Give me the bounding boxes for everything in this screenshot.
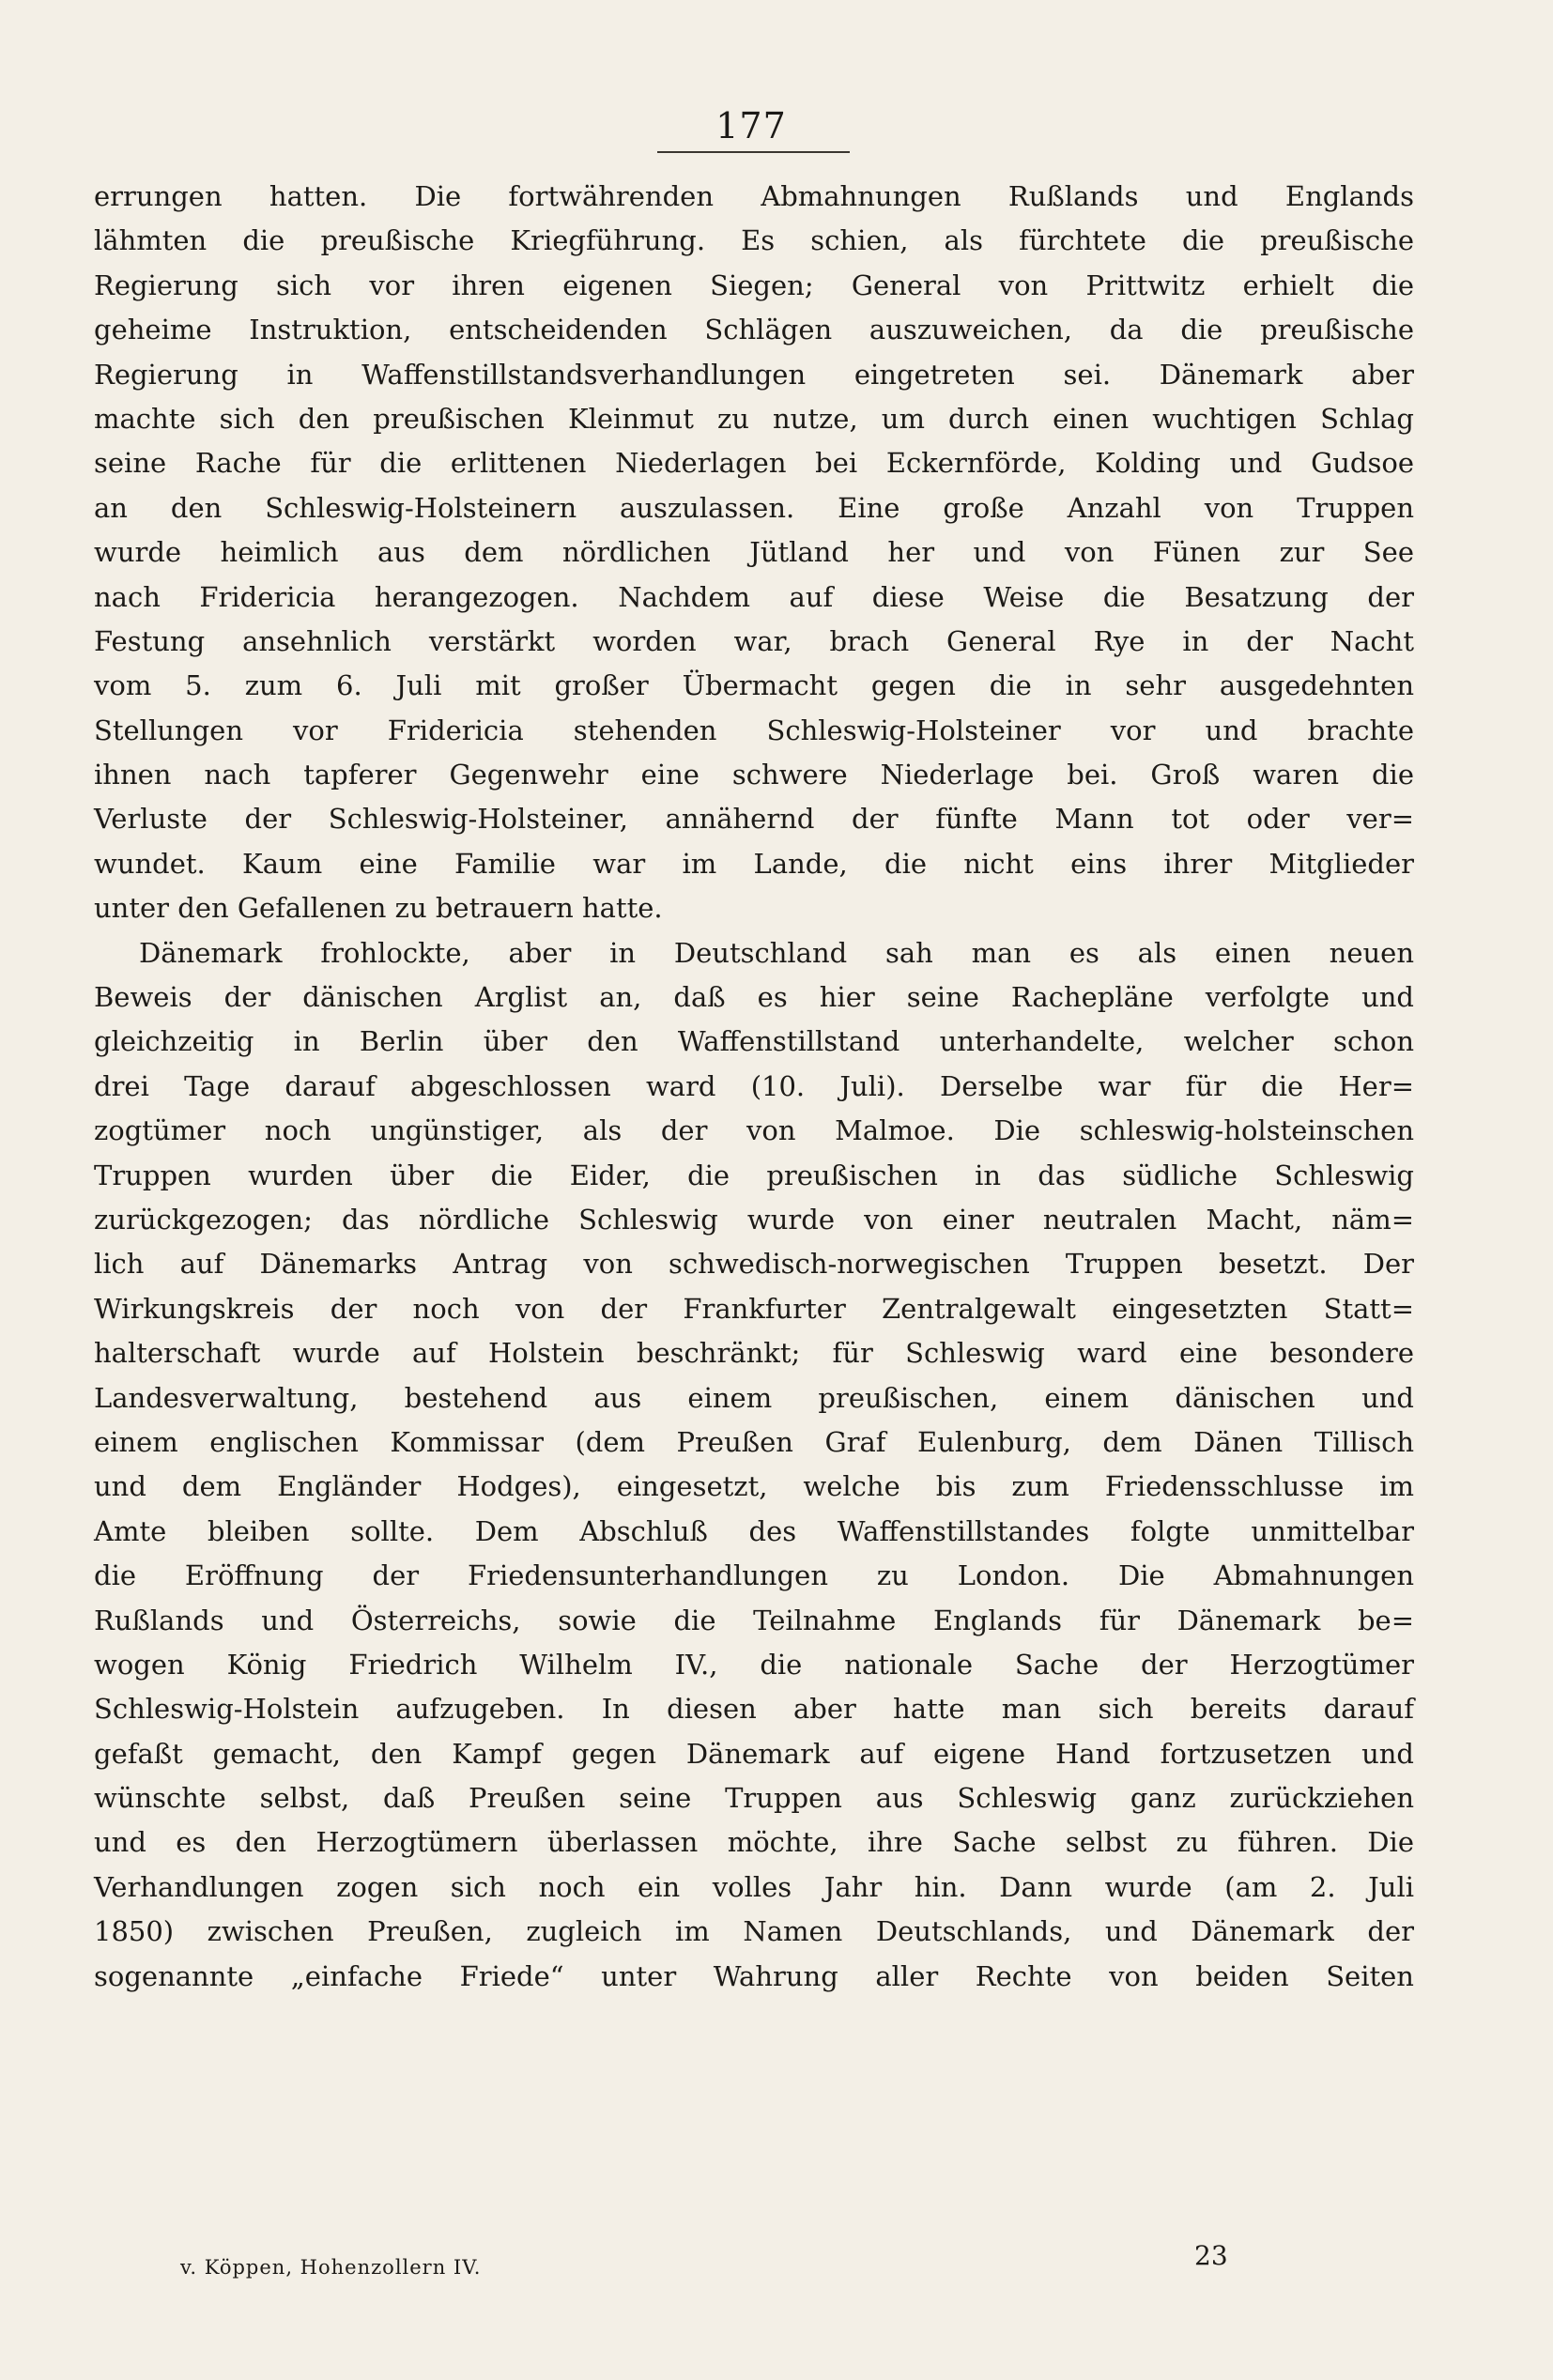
text-line: wurde heimlich aus dem nördlichen Jütland her und von Fünen zur See xyxy=(94,536,1414,569)
text-line: Wirkungskreis der noch von der Frankfurter Zentralgewalt eingesetzten Statt= xyxy=(94,1292,1414,1325)
text-line: und dem Engländer Hodges), eingesetzt, welche bis zum Friedensschlusse im xyxy=(94,1470,1414,1503)
text-line: Beweis der dänischen Arglist an, daß es hier seine Rachepläne verfolgte und xyxy=(94,981,1414,1014)
text-line: errungen hatten. Die fortwährenden Abmahnungen Rußlands und Englands xyxy=(94,180,1414,212)
text-line: geheime Instruktion, entscheidenden Schlägen auszuweichen, da die preußische xyxy=(94,314,1414,346)
text-line: vom 5. zum 6. Juli mit großer Übermacht gegen die in sehr ausgedehnten xyxy=(94,669,1414,702)
text-line: wundet. Kaum eine Familie war im Lande, die nicht eins ihrer Mitglieder xyxy=(94,847,1414,880)
text-line: Verluste der Schleswig-Holsteiner, annähernd der fünfte Mann tot oder ver= xyxy=(94,803,1414,836)
page-number: 177 xyxy=(715,105,787,146)
text-line: gleichzeitig in Berlin über den Waffenstillstand unterhandelte, welcher schon xyxy=(94,1025,1414,1058)
text-line: einem englischen Kommissar (dem Preußen Graf Eulenburg, dem Dänen Tillisch xyxy=(94,1425,1414,1458)
text-line: Landesverwaltung, bestehend aus einem preußischen, einem dänischen und xyxy=(94,1381,1414,1414)
text-line: und es den Herzogtümern überlassen möchte, ihre Sache selbst zu führen. Die xyxy=(94,1826,1414,1859)
text-line: an den Schleswig-Holsteinern auszulassen. Eine große Anzahl von Truppen xyxy=(94,491,1414,524)
text-line: Dänemark frohlockte, aber in Deutschland sah man es als einen neuen xyxy=(139,936,1414,969)
text-line: sogenannte „einfache Friede“ unter Wahrung aller Rechte von beiden Seiten xyxy=(94,1959,1414,1992)
text-line: lich auf Dänemarks Antrag von schwedisch-norwegischen Truppen besetzt. Der xyxy=(94,1248,1414,1281)
text-line: Truppen wurden über die Eider, die preußischen in das südliche Schleswig xyxy=(94,1159,1414,1191)
body-text xyxy=(94,175,1414,1999)
footer-attribution: v. Köppen, Hohenzollern IV. xyxy=(180,2256,482,2279)
text-line: Regierung in Waffenstillstandsverhandlungen eingetreten sei. Dänemark aber xyxy=(94,358,1414,391)
text-line: 1850) zwischen Preußen, zugleich im Namen Deutschlands, und Dänemark der xyxy=(94,1915,1414,1948)
text-line: zurückgezogen; das nördliche Schleswig wurde von einer neutralen Macht, näm= xyxy=(94,1203,1414,1236)
text-line: drei Tage darauf abgeschlossen ward (10. Juli). Derselbe war für die Her= xyxy=(94,1069,1414,1102)
header-rule xyxy=(657,151,850,153)
text-line: seine Rache für die erlittenen Niederlagen bei Eckernförde, Kolding und Gudsoe xyxy=(94,447,1414,480)
text-line: Amte bleiben sollte. Dem Abschluß des Waffenstillstandes folgte unmittelbar xyxy=(94,1514,1414,1547)
text-line: Verhandlungen zogen sich noch ein volles Jahr hin. Dann wurde (am 2. Juli xyxy=(94,1870,1414,1903)
text-line: unter den Gefallenen zu betrauern hatte. xyxy=(94,892,663,925)
text-line: gefaßt gemacht, den Kampf gegen Dänemark auf eigene Hand fortzusetzen und xyxy=(94,1737,1414,1770)
signature-mark: 23 xyxy=(1194,2240,1228,2271)
text-line: Schleswig-Holstein aufzugeben. In diesen aber hatte man sich bereits darauf xyxy=(94,1693,1414,1726)
text-line: Regierung sich vor ihren eigenen Siegen; General von Prittwitz erhielt die xyxy=(94,269,1414,301)
text-line: Festung ansehnlich verstärkt worden war, brach General Rye in der Nacht xyxy=(94,624,1414,657)
text-line: nach Fridericia herangezogen. Nachdem auf diese Weise die Besatzung der xyxy=(94,580,1414,613)
text-line: ihnen nach tapferer Gegenwehr eine schwere Niederlage bei. Groß waren die xyxy=(94,759,1414,791)
text-line: wogen König Friedrich Wilhelm IV., die nationale Sache der Herzogtümer xyxy=(94,1648,1414,1681)
text-line: zogtümer noch ungünstiger, als der von Malmoe. Die schleswig-holsteinschen xyxy=(94,1114,1414,1147)
text-line: lähmten die preußische Kriegführung. Es schien, als fürchtete die preußische xyxy=(94,224,1414,257)
text-line: Rußlands und Österreichs, sowie die Teilnahme Englands für Dänemark be= xyxy=(94,1604,1414,1636)
text-line: wünschte selbst, daß Preußen seine Truppen aus Schleswig ganz zurückziehen xyxy=(94,1782,1414,1815)
text-line: halterschaft wurde auf Holstein beschränkt; für Schleswig ward eine besondere xyxy=(94,1337,1414,1370)
text-line: machte sich den preußischen Kleinmut zu nutze, um durch einen wuchtigen Schlag xyxy=(94,402,1414,435)
text-line: die Eröffnung der Friedensunterhandlungen zu London. Die Abmahnungen xyxy=(94,1559,1414,1592)
text-line: Stellungen vor Fridericia stehenden Schleswig-Holsteiner vor und brachte xyxy=(94,714,1414,746)
